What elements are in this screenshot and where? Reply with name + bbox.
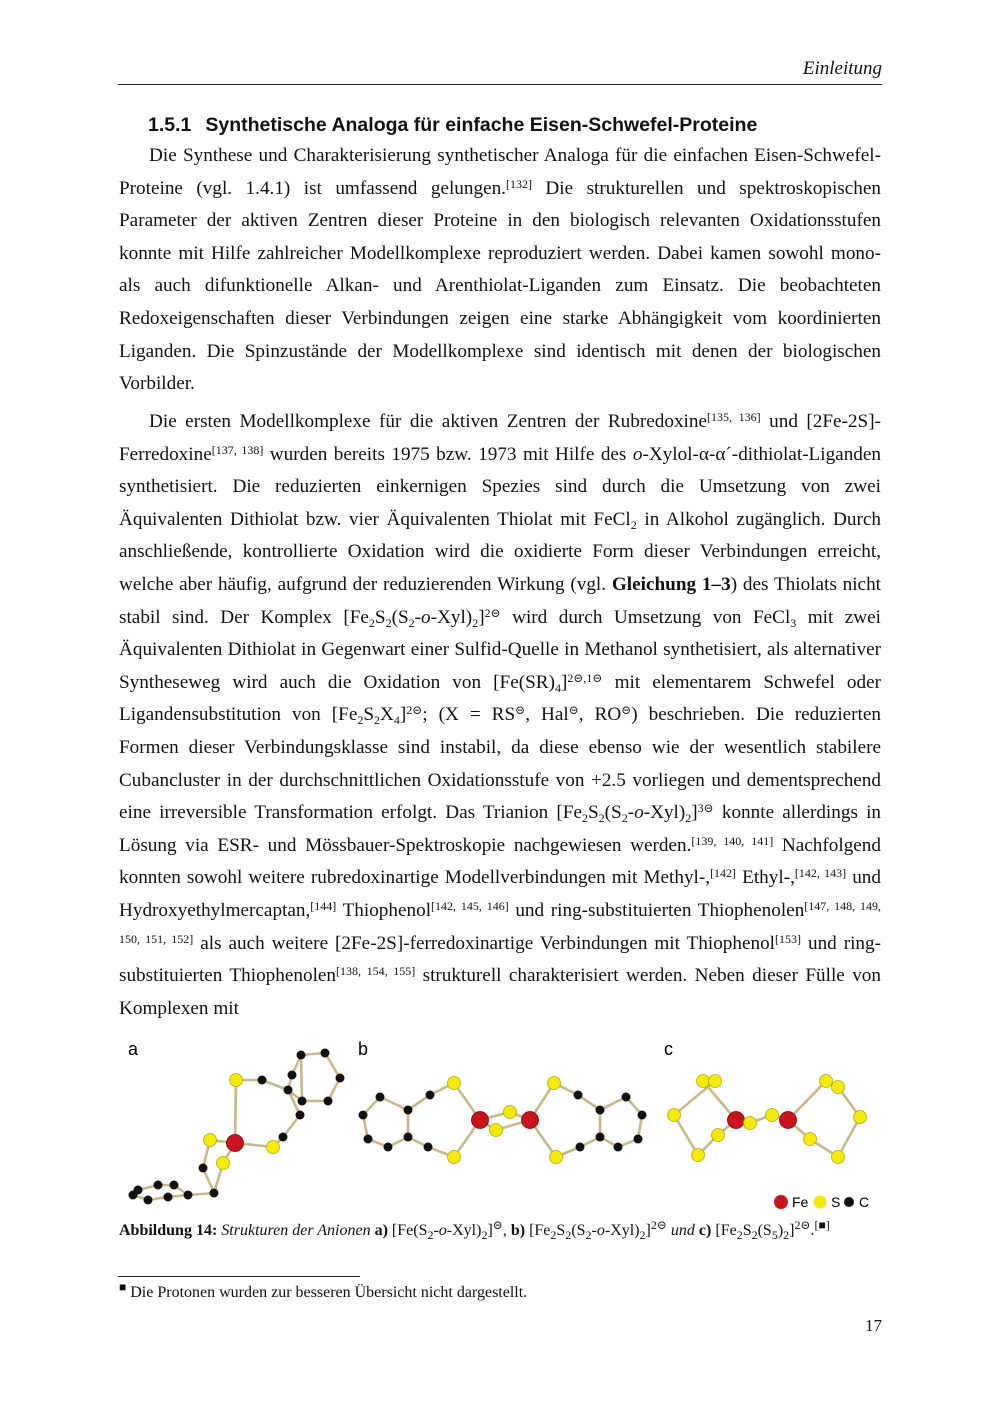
c-atom xyxy=(288,1071,297,1080)
c-atom xyxy=(574,1091,583,1100)
citation: [142, 143] xyxy=(794,866,847,881)
c-atom xyxy=(336,1074,345,1083)
s-atom xyxy=(217,1157,230,1170)
citation: [132] xyxy=(505,176,532,191)
c-atom xyxy=(596,1133,605,1142)
c-atom xyxy=(614,1143,623,1152)
c-atom xyxy=(426,1091,435,1100)
s-atom xyxy=(820,1075,833,1088)
s-atom xyxy=(448,1151,461,1164)
s-atom xyxy=(709,1075,722,1088)
s-atom xyxy=(804,1133,817,1146)
citation: [153] xyxy=(775,931,802,946)
s-atom xyxy=(712,1129,725,1142)
c-atom xyxy=(284,1086,293,1095)
c-atom xyxy=(129,1191,138,1200)
panel-label-c: c xyxy=(664,1039,673,1059)
footnote: ■ Die Protonen wurden zur besseren Übersicht nicht dargestellt. xyxy=(119,1280,528,1301)
page-number: 17 xyxy=(865,1316,882,1335)
s-atom xyxy=(204,1134,217,1147)
citation: [139, 140, 141] xyxy=(691,833,774,848)
c-atom xyxy=(298,1097,307,1106)
c-atom xyxy=(424,1143,433,1152)
c-atom xyxy=(404,1106,413,1115)
s-atom xyxy=(230,1074,243,1087)
legend-fe-label: Fe xyxy=(792,1194,809,1210)
c-atom xyxy=(359,1111,368,1120)
atoms xyxy=(129,1049,867,1205)
c-atom xyxy=(576,1143,585,1152)
fe-atom xyxy=(780,1112,797,1129)
c-atom xyxy=(404,1133,413,1142)
s-atom xyxy=(267,1141,280,1154)
bond-line xyxy=(301,1055,302,1101)
c-atom xyxy=(324,1097,333,1106)
running-header xyxy=(118,58,882,85)
fe-atom xyxy=(728,1112,745,1129)
fe-atom xyxy=(472,1112,489,1129)
section-number: 1.5.1 xyxy=(148,114,192,136)
section-heading xyxy=(148,114,757,137)
c-atom xyxy=(297,1051,306,1060)
s-atom xyxy=(448,1077,461,1090)
fe-atom xyxy=(227,1135,244,1152)
c-atom xyxy=(164,1193,173,1202)
bond-line xyxy=(674,1115,698,1155)
c-atom xyxy=(596,1106,605,1115)
fe-atom xyxy=(522,1112,539,1129)
citation: [135, 136] xyxy=(706,410,761,424)
s-atom xyxy=(548,1077,561,1090)
s-atom xyxy=(854,1111,867,1124)
panel-label-a: a xyxy=(128,1039,139,1059)
citation: [142] xyxy=(710,866,737,881)
figure-legend xyxy=(774,1194,869,1210)
citation: [144] xyxy=(310,898,337,913)
figure-caption: Abbildung 14: Strukturen der Anionen a) $[Fe(S_2-o-Xyl)_2]^⊝$, b) $[Fe_2S_2(S_2-o-Xyl)_2]^{2⊝}$ und c) $[Fe_2S_2(S_5)_2]^{2⊝}.[■]$ xyxy=(119,1218,830,1242)
equation-reference: Gleichung 1–3 xyxy=(611,573,731,595)
legend-c-label: C xyxy=(859,1194,870,1210)
s-atom xyxy=(832,1081,845,1094)
c-atom xyxy=(210,1189,219,1198)
molecular-structures-figure xyxy=(118,1035,883,1213)
c-atom xyxy=(170,1181,179,1190)
c-atom xyxy=(296,1111,305,1120)
footnote-separator xyxy=(118,1276,360,1277)
paragraph-2: Die ersten Modellkomplexe für die aktiven Zentren der Rubredoxine[135, 136] und [2Fe-2S]-Ferredoxine[137, 138] wurden bereits 1975 bzw. 1973 mit Hilfe des o-Xylol-α-α´-dithiolat-Liganden synthetisiert. Die reduzierten einkernigen Spezies sind durch die Umsetzung von zwei Äquivalenten Dithiolat bzw. vier Äquivalenten Thiolat mit FeCl$_2$ in Alkohol zugänglich. Durch anschließende, kontrollierte Oxidation wird die oxidierte Form dieser Verbindungen erreicht, welche aber häufig, aufgrund der reduzierenden Wirkung (vgl. Gleichung 1–3) des Thiolats nicht stabil sind. Der Komplex $[Fe_2S_2(S_2-o-Xyl)_2]^{2⊝}$ wird durch Umsetzung von FeCl$_3$ mit zwei Äquivalenten Dithiolat in Gegenwart einer Sulfid-Quelle in Methanol synthetisiert, als alternativer Syntheseweg wird auch die Oxidation von $[Fe(SR)_4]^{2⊝,1⊝}$ mit elementarem Schwefel oder Ligandensubstitution von $[Fe_2S_2X_4]^{2⊝}$; (X = RS⊝, Hal⊝, RO⊝) beschrieben. Die reduzierten Formen dieser Verbindungsklasse sind instabil, da diese ebenso wie der wesentlich stabilere Cubancluster in der durchschnittlichen Oxidationsstufe von +2.5 vorliegen und dementsprechend eine irreversible Transformation erfolgt. Das Trianion $[Fe_2S_2(S_2-o-Xyl)_2]^{3⊝}$ konnte allerdings in Lösung via ESR- und Mössbauer-Spektroskopie nachgewiesen werden.[139, 140, 141] Nachfolgend konnten sowohl weitere rubredoxinartige Modellverbindungen mit Methyl-,[142] Ethyl-,[142, 143] und Hydroxyethylmercaptan,[144] Thiophenol[142, 145, 146] und ring-substituierten Thiophenolen[147, 148, 149, 150, 151, 152] als auch weitere [2Fe-2S]-ferredoxinartige Verbindungen mit Thiophenol[153] und ring-substituierten Thiophenolen[138, 154, 155] strukturell charakterisiert werden. Neben dieser Fülle von Komplexen mit xyxy=(119,410,882,1019)
panel-label-b: b xyxy=(358,1039,369,1059)
legend-s-label: S xyxy=(831,1194,841,1210)
s-atom xyxy=(668,1109,681,1122)
c-atom xyxy=(364,1135,373,1144)
s-atom xyxy=(766,1109,779,1122)
legend-s-atom xyxy=(814,1196,827,1209)
citation: [142, 145, 146] xyxy=(431,898,509,913)
c-atom xyxy=(638,1111,647,1120)
c-atom xyxy=(184,1191,193,1200)
legend-c-atom xyxy=(844,1197,854,1207)
citation: [147, 148, 149, 150, 151, 152] xyxy=(119,898,881,946)
c-atom xyxy=(258,1076,267,1085)
bond-line xyxy=(235,1080,236,1143)
citation: [137, 138] xyxy=(211,442,264,457)
c-atom xyxy=(279,1133,288,1142)
c-atom xyxy=(384,1143,393,1152)
citation: [138, 154, 155] xyxy=(336,964,416,979)
s-atom xyxy=(692,1149,705,1162)
paragraph-1: Die Synthese und Charakterisierung synthetischer Analoga für die einfachen Eisen-Schwefel-Proteine (vgl. 1.4.1) ist umfassend gelungen.[132] Die strukturellen und spektroskopischen Parameter der aktiven Zentren dieser Proteine in den biologisch relevanten Oxidationsstufen konnte mit Hilfe zahlreicher Modellkomplexe reproduziert werden. Dabei kamen sowohl mono- als auch difunktionelle Alkan- und Arenthiolat-Liganden zum Einsatz. Die beobachteten Redoxeigenschaften dieser Verbindungen zeigen eine starke Abhängigkeit vom koordinierten Liganden. Die Spinzustände der Modellkomplexe sind identisch mit denen der biologischen Vorbilder. xyxy=(119,145,881,395)
c-atom xyxy=(622,1093,631,1102)
s-atom xyxy=(490,1124,503,1137)
c-atom xyxy=(144,1196,153,1205)
bond-line xyxy=(674,1081,715,1115)
c-atom xyxy=(154,1181,163,1190)
section-title: Synthetische Analoga für einfache Eisen-Schwefel-Proteine xyxy=(205,114,758,136)
c-atom xyxy=(321,1049,330,1058)
legend-fe-atom xyxy=(774,1195,788,1209)
s-atom xyxy=(744,1117,757,1130)
s-atom xyxy=(550,1151,563,1164)
c-atom xyxy=(199,1164,208,1173)
s-atom xyxy=(504,1106,517,1119)
s-atom xyxy=(697,1075,710,1088)
running-title: Einleitung xyxy=(802,58,882,79)
c-atom xyxy=(634,1135,643,1144)
c-atom xyxy=(376,1093,385,1102)
s-atom xyxy=(832,1151,845,1164)
bond-line xyxy=(380,1097,408,1110)
